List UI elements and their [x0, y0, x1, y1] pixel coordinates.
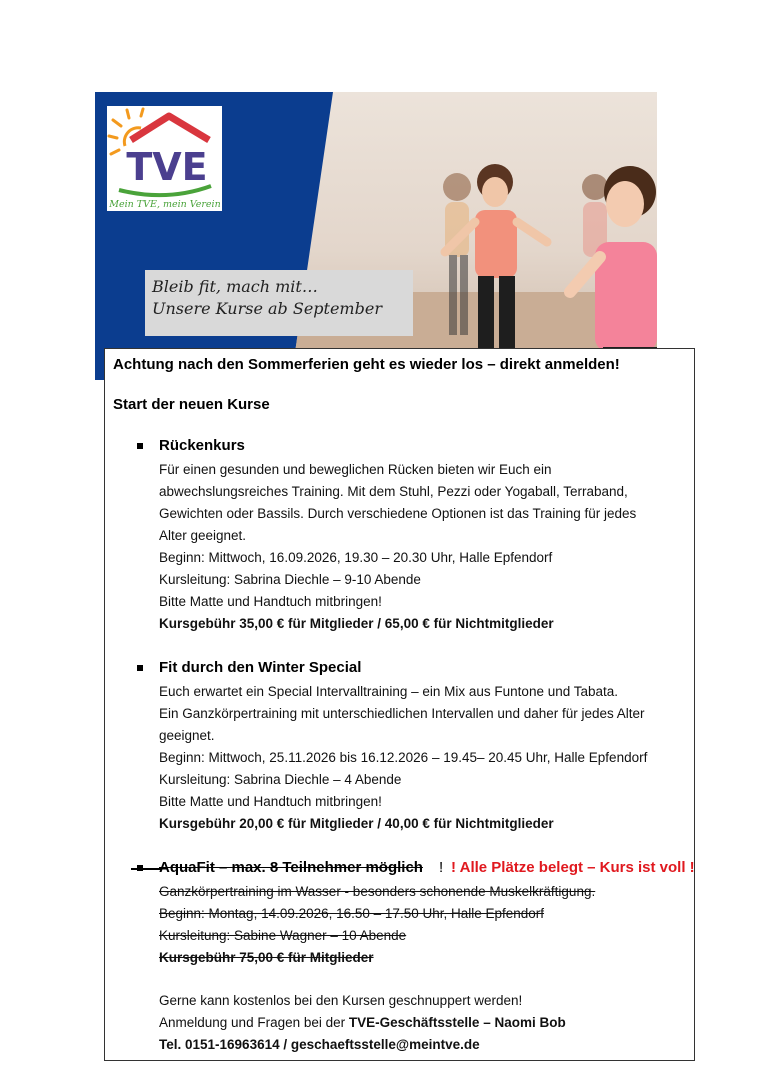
office-contact-name: TVE-Geschäftsstelle – Naomi Bob [348, 1015, 566, 1030]
contact-phone-email[interactable]: Tel. 0151-16963614 / geschaeftsstelle@meintve.de [159, 1037, 480, 1052]
course-2-line-1: Euch erwartet ein Special Intervalltraining – ein Mix aus Funtone und Tabata. [159, 684, 619, 699]
course-1-instructor: Kursleitung: Sabrina Diechle – 9-10 Abende [159, 572, 421, 587]
bullet-icon [137, 443, 143, 449]
course-1-line-3: Gewichten oder Bassils. Durch verschiedene Optionen ist das Training für jedes [159, 506, 637, 521]
slogan-line-1: Bleib fit, mach mit… [152, 277, 318, 296]
course-2-line-2: Ein Ganzkörpertraining mit unterschiedlichen Intervallen und daher für jedes Alter [159, 706, 645, 721]
bullet-icon [137, 665, 143, 671]
course-full-alert: ! Alle Plätze belegt – Kurs ist voll ! [451, 859, 695, 876]
course-1-bring: Bitte Matte und Handtuch mitbringen! [159, 594, 382, 609]
headline: Achtung nach den Sommerferien geht es wieder los – direkt anmelden! [113, 356, 620, 373]
course-title-aquafit: AquaFit – max. 8 Teilnehmer möglich [159, 859, 423, 876]
svg-text:Mein TVE, mein Verein: Mein TVE, mein Verein [109, 199, 221, 210]
course-title-winter-special: Fit durch den Winter Special [159, 659, 362, 676]
course-2-instructor: Kursleitung: Sabrina Diechle – 4 Abende [159, 772, 402, 787]
course-2-schedule: Beginn: Mittwoch, 25.11.2026 bis 16.12.2026 – 19.45– 20.45 Uhr, Halle Epfendorf [159, 750, 648, 765]
course-1-fee: Kursgebühr 35,00 € für Mitglieder / 65,00 € für Nichtmitglieder [159, 616, 554, 631]
course-3-instructor: Kursleitung: Sabine Wagner – 10 Abende [159, 928, 407, 943]
course-1-line-4: Alter geeignet. [159, 528, 247, 543]
bullet-strike [131, 868, 161, 870]
course-1-schedule: Beginn: Mittwoch, 16.09.2026, 19.30 – 20.30 Uhr, Halle Epfendorf [159, 550, 553, 565]
course-1-line-2: abwechslungsreiches Training. Mit dem Stuhl, Pezzi oder Yogaball, Terraband, [159, 484, 628, 499]
course-title-rueckenkurs: Rückenkurs [159, 437, 245, 454]
subheadline: Start der neuen Kurse [113, 396, 270, 413]
course-2-bring: Bitte Matte und Handtuch mitbringen! [159, 794, 382, 809]
course-1-line-1: Für einen gesunden und beweglichen Rücken bieten wir Euch ein [159, 462, 552, 477]
registration-prefix: Anmeldung und Fragen bei der [159, 1015, 349, 1030]
roof-icon [131, 116, 209, 140]
course-3-fee: Kursgebühr 75,00 € für Mitglieder [159, 950, 374, 965]
registration-line [159, 1015, 566, 1030]
slogan-box [145, 270, 413, 336]
course-title-aquafit-suffix: ! [439, 859, 444, 876]
course-2-line-3: geeignet. [159, 728, 215, 743]
svg-text:TVE: TVE [126, 145, 208, 189]
slogan-line-2: Unsere Kurse ab September [152, 299, 382, 318]
trial-note: Gerne kann kostenlos bei den Kursen geschnuppert werden! [159, 993, 523, 1008]
course-2-fee: Kursgebühr 20,00 € für Mitglieder / 40,00 € für Nichtmitglieder [159, 816, 554, 831]
course-3-line-1: Ganzkörpertraining im Wasser - besonders schonende Muskelkräftigung. [159, 884, 596, 899]
course-3-schedule: Beginn: Montag, 14.09.2026, 16.50 – 17.50 Uhr, Halle Epfendorf [159, 906, 545, 921]
tve-logo [107, 106, 222, 211]
